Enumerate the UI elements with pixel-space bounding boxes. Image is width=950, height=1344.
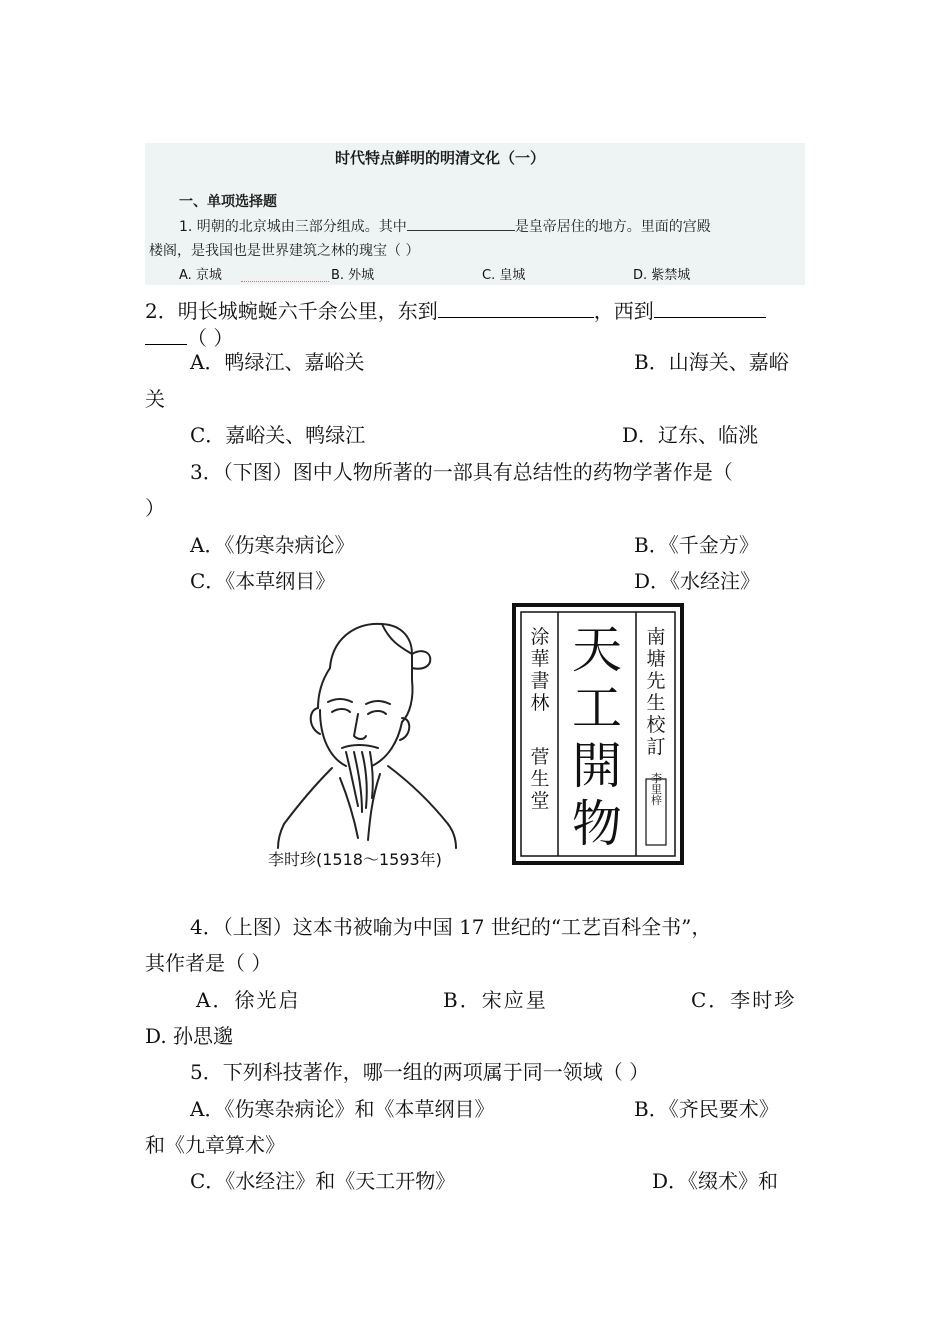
cover-left2-char-2: 生 <box>530 768 550 790</box>
cover-right-char-6: 訂 <box>646 736 666 758</box>
portrait-caption: 李时珍(1518～1593年) <box>268 850 442 869</box>
cover-title-char-1: 天 <box>572 621 622 679</box>
q2-blank-west-cont <box>145 326 187 345</box>
li-shizhen-portrait <box>262 603 478 873</box>
cover-right-char-1: 南 <box>646 626 666 648</box>
question-2-line-2 <box>145 325 233 351</box>
q2-blank-east <box>438 299 594 318</box>
q4-option-b: B．宋应星 <box>443 988 548 1012</box>
cover-right-char-2: 塘 <box>646 648 666 670</box>
cover-left2-char-1: 菅 <box>530 746 550 768</box>
question-2-line-1 <box>145 298 766 324</box>
question-1-line-2: 楼阁，是我国也是世界建筑之林的瑰宝（ ） <box>149 243 420 259</box>
cover-title-char-3: 開 <box>572 737 622 795</box>
q1-option-d: D. 紫禁城 <box>633 268 691 283</box>
cover-left-char-3: 書 <box>530 670 550 692</box>
question-3-line-1: 3．（下图）图中人物所著的一部具有总结性的药物学著作是（ <box>190 460 733 484</box>
q1-prefix: 1. 明朝的北京城由三部分组成。其中 <box>179 219 407 235</box>
q2-option-a: A．鸭绿江、嘉峪关 <box>190 350 365 374</box>
cover-left-char-4: 林 <box>530 692 550 714</box>
cover-right-char-4: 生 <box>646 692 666 714</box>
q5-option-a: A．《伤寒杂病论》和《本草纲目》 <box>190 1097 495 1121</box>
cover-seal-text: 李里梓 <box>649 772 663 806</box>
section-heading: 一、单项选择题 <box>179 194 277 210</box>
q3-option-b: B．《千金方》 <box>634 533 759 557</box>
q2-middle: ，西到 <box>593 299 654 323</box>
q2-prefix: 2．明长城蜿蜒六千余公里，东到 <box>145 299 438 323</box>
question-4-line-1: 4．（上图）这本书被喻为中国 17 世纪的“工艺百科全书”， <box>190 915 712 939</box>
dotted-underline <box>241 269 329 282</box>
q2-option-c: C．嘉峪关、鸭绿江 <box>190 423 366 447</box>
cover-title-char-2: 工 <box>572 679 622 737</box>
q4-option-c: C．李时珍 <box>691 988 797 1012</box>
q5-option-b: B．《齐民要术》 <box>634 1097 779 1121</box>
q2-option-b-wrap: 关 <box>145 387 165 411</box>
q1-answer-blank <box>407 216 515 231</box>
question-3-line-2: ） <box>145 496 165 520</box>
cover-title-char-4: 物 <box>572 795 622 853</box>
q3-option-d: D．《水经注》 <box>634 569 761 593</box>
cover-left-char-2: 華 <box>530 648 550 670</box>
page-title: 时代特点鲜明的明清文化（一） <box>335 149 546 167</box>
q1-option-c: C. 皇城 <box>482 268 526 283</box>
q2-blank-west <box>654 299 766 318</box>
cover-right-char-3: 先 <box>646 670 666 692</box>
question-1-line-1 <box>179 216 711 236</box>
q5-option-b-wrap: 和《九章算术》 <box>145 1133 285 1157</box>
q1-option-a: A. 京城 <box>179 268 222 283</box>
q5-option-d: D．《缀术》和 <box>652 1169 779 1193</box>
q2-option-b: B．山海关、嘉峪 <box>634 350 789 374</box>
q1-option-b: B. 外城 <box>331 268 375 283</box>
q4-option-a: A．徐光启 <box>196 988 301 1012</box>
question-5-line-1: 5．下列科技著作，哪一组的两项属于同一领域（ ） <box>190 1060 650 1084</box>
question-4-line-2: 其作者是（ ） <box>145 951 272 975</box>
q1-suffix: 是皇帝居住的地方。里面的宫殿 <box>514 219 711 235</box>
q2-paren: （ ） <box>187 326 234 350</box>
q3-option-a: A．《伤寒杂病论》 <box>190 533 355 557</box>
q2-option-d: D．辽东、临洮 <box>622 423 759 447</box>
cover-left2-char-3: 堂 <box>530 790 550 812</box>
q5-option-c: C．《水经注》和《天工开物》 <box>190 1169 456 1193</box>
cover-right-char-5: 校 <box>646 714 666 736</box>
q3-option-c: C．《本草纲目》 <box>190 569 336 593</box>
q4-option-d: D. 孙思邈 <box>145 1024 234 1048</box>
cover-left-char-1: 涂 <box>530 626 550 648</box>
tiangong-kaiwu-cover <box>512 603 684 865</box>
header-panel <box>145 143 805 285</box>
